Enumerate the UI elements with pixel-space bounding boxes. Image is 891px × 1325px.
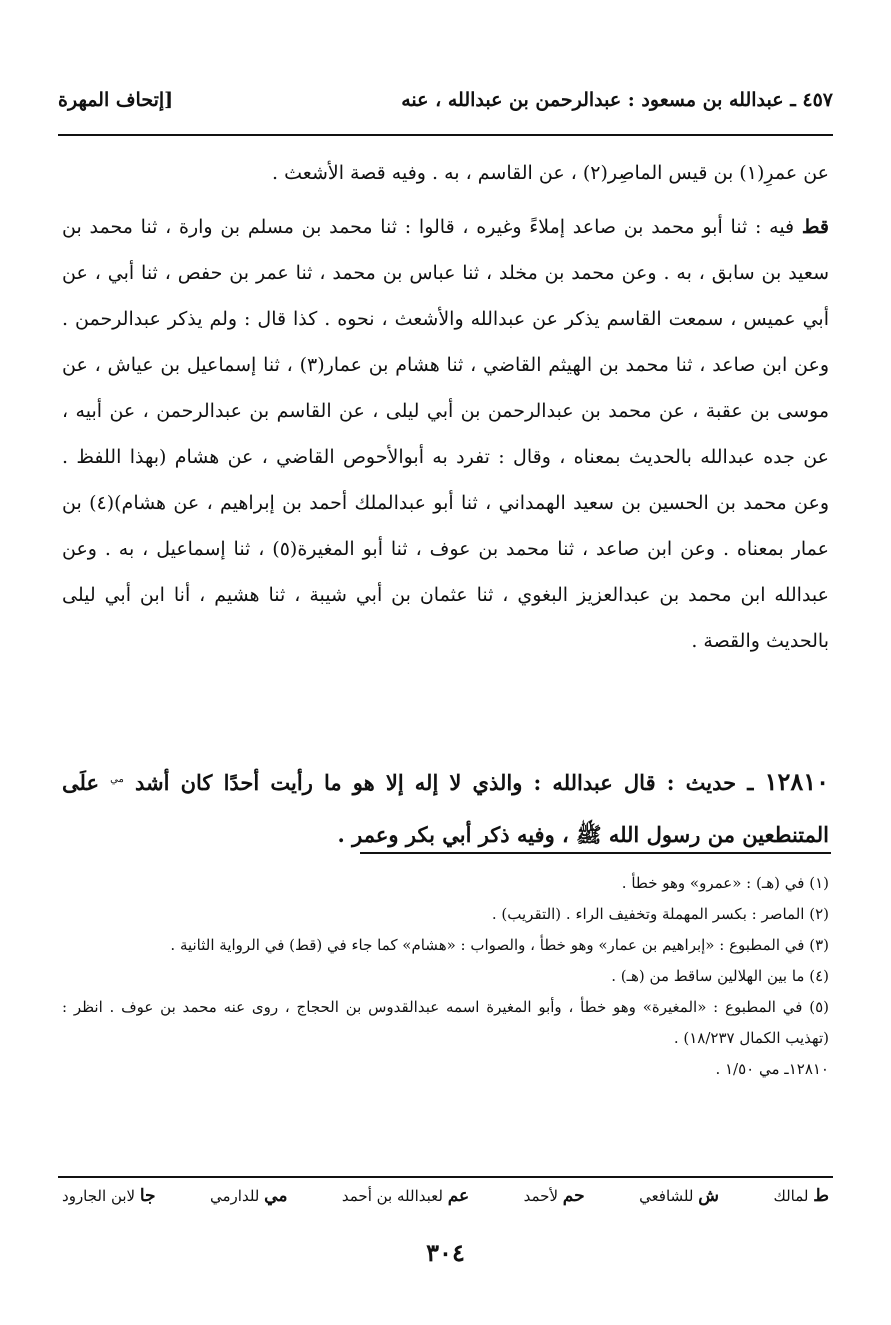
symbol-name: لأحمد bbox=[523, 1187, 559, 1205]
symbol-item bbox=[639, 1186, 719, 1206]
chapter-heading: ٤٥٧ ـ عبدالله بن مسعود : عبدالرحمن بن عبدالله ، عنه bbox=[401, 89, 833, 111]
hadith-text-end: علَى المتنطعين من رسول الله ﷺ ، وفيه ذكر أبي بكر وعمر . bbox=[62, 770, 829, 847]
symbol-code: ط bbox=[813, 1186, 829, 1206]
footnote: (٤) ما بين الهلالين ساقط من (هـ) . bbox=[611, 967, 829, 985]
hadith-entry bbox=[62, 754, 829, 861]
symbol-item bbox=[524, 1186, 585, 1206]
running-header bbox=[58, 80, 833, 120]
footnote: (١) في (هـ) : «عمرو» وهو خطأ . bbox=[621, 874, 829, 892]
source-reference: ١٢٨١٠ـ مي ١/٥٠ . bbox=[715, 1060, 829, 1078]
symbol-name: للشافعي bbox=[639, 1187, 694, 1205]
qt-text: فيه : ثنا أبو محمد بن صاعد إملاءً وغيره ، قالوا : ثنا محمد بن مسلم بن وارة ، ثنا محمد بن سعيد بن سابق ، به . وعن محمد بن مخلد ، ثنا عباس بن محمد ، ثنا عمر بن حفص ، ثنا أبي ، عن أبي عميس ، سمعت القاسم يذكر عن عبدالله والأشعث ، نحوه . كذا قال : ولم يذكر عبدالرحمن . وعن ابن صاعد ، ثنا محمد بن الهيثم القاضي ، ثنا هشام بن عمار(٣) ، ثنا إسماعيل بن عياش ، عن موسى بن عقبة ، عن محمد بن عبدالرحمن بن أبي ليلى ، عن القاسم بن عبدالرحمن ، عن أبيه ، عن جده عبدالله بالحديث بمعناه ، وقال : تفرد به أبوالأحوص القاضي ، عن هشام (بهذا اللفظ . وعن محمد بن الحسين بن سعيد الهمداني ، ثنا أبو عبدالملك أحمد بن إبراهيم ، عن هشام)(٤) بن عمار بمعناه . وعن ابن صاعد ، ثنا محمد بن عوف ، ثنا أبو المغيرة(٥) ، ثنا إسماعيل ، به . وعن عبدالله ابن محمد بن عبدالعزيز البغوي ، ثنا عثمان بن أبي شيبة ، ثنا هشيم ، أنا ابن أبي ليلى بالحديث والقصة . bbox=[62, 216, 829, 652]
hadith-number: ١٢٨١٠ bbox=[764, 767, 830, 796]
symbol-code: عم bbox=[447, 1186, 470, 1206]
symbol-code: مي bbox=[264, 1186, 288, 1206]
symbol-item bbox=[773, 1186, 829, 1206]
footnotes bbox=[62, 868, 829, 1085]
symbol-name: لابن الجارود bbox=[62, 1187, 136, 1205]
symbol-key bbox=[62, 1186, 829, 1206]
symbol-code: ش bbox=[698, 1186, 720, 1206]
qt-label: قط bbox=[801, 216, 829, 238]
hadith-text-start: ـ حديث : قال عبدالله : والذي لا إله إلا هو ما رأيت أحدًا كان أشد bbox=[135, 770, 754, 795]
symbols-rule bbox=[58, 1176, 833, 1178]
symbol-name: لمالك bbox=[773, 1187, 809, 1205]
book-title: [إتحاف المهرة bbox=[58, 89, 174, 111]
symbol-item bbox=[342, 1186, 469, 1206]
footnote: (٢) الماصر : بكسر المهملة وتخفيف الراء . (التقريب) . bbox=[491, 905, 829, 923]
symbol-name: للدارمي bbox=[210, 1187, 260, 1205]
symbol-code: حم bbox=[562, 1186, 585, 1206]
main-text bbox=[62, 150, 829, 664]
header-rule bbox=[58, 134, 833, 136]
symbol-name: لعبدالله بن أحمد bbox=[341, 1187, 443, 1205]
opening-line: عن عمرِ(١) بن قيس الماصِر(٢) ، عن القاسم ، به . وفيه قصة الأشعث . bbox=[272, 162, 829, 184]
source-mark: مي bbox=[110, 774, 124, 785]
qt-paragraph bbox=[62, 204, 829, 664]
symbol-item bbox=[210, 1186, 287, 1206]
footnote-rule bbox=[360, 852, 831, 854]
symbol-item bbox=[62, 1186, 156, 1206]
footnote: (٣) في المطبوع : «إبراهيم بن عمار» وهو خطأ ، والصواب : «هشام» كما جاء في (قط) في الرواية الثانية . bbox=[170, 936, 829, 954]
page-number: ٣٠٤ bbox=[426, 1238, 465, 1267]
footnote: (٥) في المطبوع : «المغيرة» وهو خطأ ، وأبو المغيرة اسمه عبدالقدوس بن الحجاج ، روى عنه محمد بن عوف . انظر : (تهذيب الكمال ١٨/٢٣٧) . bbox=[62, 998, 829, 1047]
symbol-code: جا bbox=[139, 1186, 156, 1206]
